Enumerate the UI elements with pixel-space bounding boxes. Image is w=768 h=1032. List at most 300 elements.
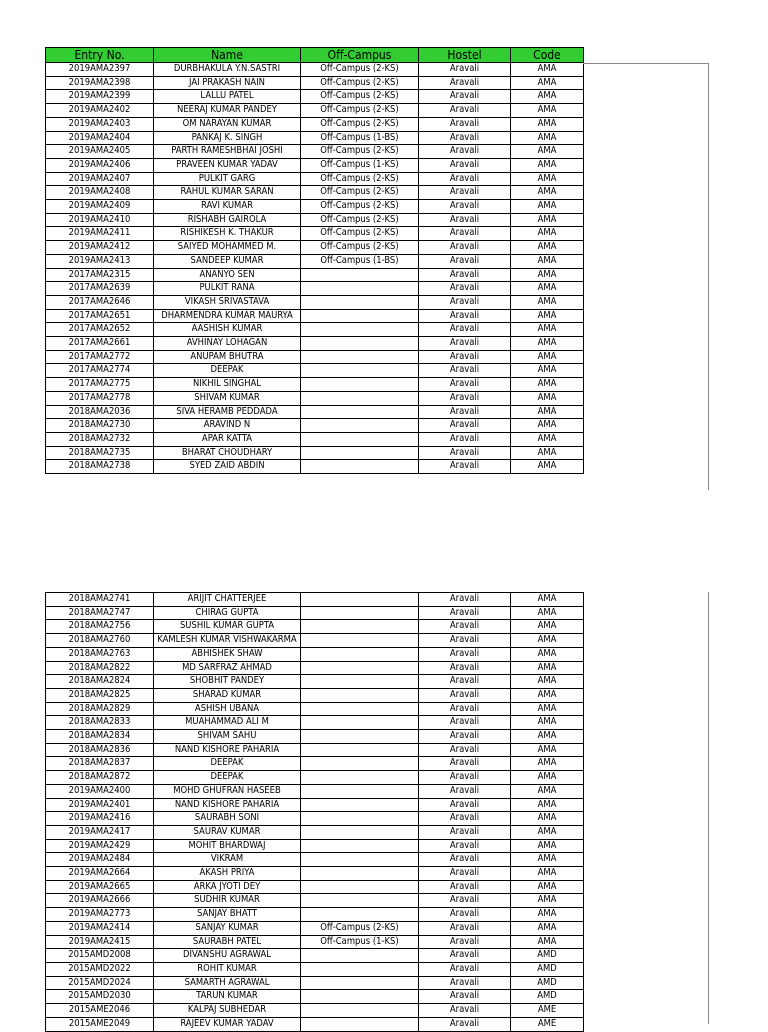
name-cell: OM NARAYAN KUMAR	[154, 117, 301, 131]
off-campus-cell	[301, 268, 419, 282]
entry-no-cell: 2018AMA2825	[46, 688, 154, 702]
code-cell: AMA	[511, 76, 584, 90]
entry-no-cell: 2018AMA2730	[46, 419, 154, 433]
code-cell: AMA	[511, 880, 584, 894]
hostel-cell: Aravali	[419, 634, 511, 648]
name-cell: RAVI KUMAR	[154, 200, 301, 214]
off-campus-cell	[301, 432, 419, 446]
table-row	[46, 784, 584, 798]
page-border-line	[583, 63, 709, 64]
table-row	[46, 908, 584, 922]
hostel-cell: Aravali	[419, 227, 511, 241]
table-row	[46, 1017, 584, 1031]
code-cell: AMA	[511, 606, 584, 620]
name-cell: AASHISH KUMAR	[154, 323, 301, 337]
hostel-cell: Aravali	[419, 186, 511, 200]
off-campus-cell	[301, 702, 419, 716]
name-cell: VIKRAM	[154, 853, 301, 867]
table-row	[46, 391, 584, 405]
off-campus-cell	[301, 825, 419, 839]
code-cell: AMA	[511, 391, 584, 405]
off-campus-cell	[301, 1017, 419, 1031]
hostel-cell: Aravali	[419, 784, 511, 798]
entry-no-cell: 2018AMA2732	[46, 432, 154, 446]
off-campus-cell	[301, 295, 419, 309]
name-cell: VIKASH SRIVASTAVA	[154, 295, 301, 309]
table-row	[46, 812, 584, 826]
hostel-cell: Aravali	[419, 268, 511, 282]
table-row	[46, 606, 584, 620]
hostel-cell: Aravali	[419, 200, 511, 214]
table-row	[46, 757, 584, 771]
table-row	[46, 446, 584, 460]
off-campus-cell	[301, 688, 419, 702]
name-cell: SAIYED MOHAMMED M.	[154, 241, 301, 255]
name-cell: ANANYO SEN	[154, 268, 301, 282]
code-cell: AMA	[511, 702, 584, 716]
hostel-cell: Aravali	[419, 620, 511, 634]
entry-no-cell: 2019AMA2398	[46, 76, 154, 90]
code-cell: AMA	[511, 620, 584, 634]
off-campus-cell	[301, 364, 419, 378]
code-cell: AMD	[511, 962, 584, 976]
table-row	[46, 593, 584, 607]
off-campus-cell	[301, 309, 419, 323]
code-cell: AMD	[511, 949, 584, 963]
name-cell: SHIVAM KUMAR	[154, 391, 301, 405]
table-row	[46, 76, 584, 90]
table-row	[46, 935, 584, 949]
name-cell: NAND KISHORE PAHARIA	[154, 743, 301, 757]
name-cell: SIVA HERAMB PEDDADA	[154, 405, 301, 419]
table-row	[46, 620, 584, 634]
code-cell: AMA	[511, 419, 584, 433]
name-cell: ANUPAM BHUTRA	[154, 350, 301, 364]
code-cell: AMA	[511, 675, 584, 689]
off-campus-cell	[301, 620, 419, 634]
entry-no-cell: 2019AMA2411	[46, 227, 154, 241]
name-cell: NAND KISHORE PAHARIA	[154, 798, 301, 812]
hostel-cell: Aravali	[419, 158, 511, 172]
table-row	[46, 268, 584, 282]
table-row	[46, 771, 584, 785]
entry-no-cell: 2019AMA2397	[46, 63, 154, 77]
off-campus-cell	[301, 661, 419, 675]
name-cell: MUAHAMMAD ALI M	[154, 716, 301, 730]
table-row	[46, 460, 584, 474]
entry-no-cell: 2017AMA2661	[46, 337, 154, 351]
hostel-cell: Aravali	[419, 593, 511, 607]
code-cell: AMA	[511, 688, 584, 702]
off-campus-cell	[301, 757, 419, 771]
off-campus-cell: Off-Campus (2-KS)	[301, 117, 419, 131]
code-cell: AMA	[511, 647, 584, 661]
code-cell: AMA	[511, 894, 584, 908]
hostel-cell: Aravali	[419, 254, 511, 268]
table-row	[46, 227, 584, 241]
code-cell: AMA	[511, 661, 584, 675]
table-row	[46, 241, 584, 255]
off-campus-cell: Off-Campus (1-BS)	[301, 254, 419, 268]
entry-no-cell: 2015AMD2024	[46, 976, 154, 990]
name-cell: ASHISH UBANA	[154, 702, 301, 716]
code-cell: AMA	[511, 117, 584, 131]
name-cell: SANDEEP KUMAR	[154, 254, 301, 268]
name-cell: ARIJIT CHATTERJEE	[154, 593, 301, 607]
table-row	[46, 853, 584, 867]
code-cell: AMD	[511, 990, 584, 1004]
hostel-cell: Aravali	[419, 908, 511, 922]
off-campus-cell	[301, 391, 419, 405]
table-row	[46, 309, 584, 323]
table-row	[46, 405, 584, 419]
entry-no-cell: 2015AMD2022	[46, 962, 154, 976]
page-border-line	[708, 63, 709, 490]
name-cell: JAI PRAKASH NAIN	[154, 76, 301, 90]
hostel-cell: Aravali	[419, 460, 511, 474]
off-campus-cell: Off-Campus (1-KS)	[301, 935, 419, 949]
hostel-cell: Aravali	[419, 949, 511, 963]
hostel-cell: Aravali	[419, 1004, 511, 1018]
table-row	[46, 634, 584, 648]
code-cell: AMA	[511, 432, 584, 446]
hostel-cell: Aravali	[419, 391, 511, 405]
entry-no-cell: 2018AMA2738	[46, 460, 154, 474]
off-campus-cell	[301, 647, 419, 661]
code-cell: AMA	[511, 309, 584, 323]
hostel-cell: Aravali	[419, 213, 511, 227]
entry-no-cell: 2019AMA2410	[46, 213, 154, 227]
table-row	[46, 675, 584, 689]
hostel-cell: Aravali	[419, 172, 511, 186]
name-cell: SAMARTH AGRAWAL	[154, 976, 301, 990]
code-cell: AMA	[511, 241, 584, 255]
table-row	[46, 213, 584, 227]
table-row	[46, 186, 584, 200]
hostel-cell: Aravali	[419, 364, 511, 378]
entry-no-cell: 2015AMD2008	[46, 949, 154, 963]
table-row	[46, 839, 584, 853]
off-campus-cell	[301, 405, 419, 419]
entry-no-cell: 2018AMA2824	[46, 675, 154, 689]
hostel-cell: Aravali	[419, 419, 511, 433]
name-cell: SHIVAM SAHU	[154, 730, 301, 744]
name-cell: SHARAD KUMAR	[154, 688, 301, 702]
code-cell: AMA	[511, 295, 584, 309]
code-cell: AMA	[511, 268, 584, 282]
code-cell: AMA	[511, 323, 584, 337]
name-cell: PANKAJ K. SINGH	[154, 131, 301, 145]
off-campus-cell	[301, 784, 419, 798]
code-cell: AMA	[511, 131, 584, 145]
hostel-cell: Aravali	[419, 90, 511, 104]
table-row	[46, 921, 584, 935]
off-campus-cell: Off-Campus (2-KS)	[301, 227, 419, 241]
off-campus-cell	[301, 378, 419, 392]
hostel-cell: Aravali	[419, 647, 511, 661]
code-cell: AMA	[511, 839, 584, 853]
hostel-cell: Aravali	[419, 606, 511, 620]
name-cell: DURBHAKULA Y.N.SASTRI	[154, 63, 301, 77]
off-campus-cell	[301, 730, 419, 744]
off-campus-cell	[301, 908, 419, 922]
entry-no-cell: 2018AMA2837	[46, 757, 154, 771]
code-cell: AMA	[511, 757, 584, 771]
table-row	[46, 145, 584, 159]
table-row	[46, 172, 584, 186]
name-cell: RAHUL KUMAR SARAN	[154, 186, 301, 200]
hostel-cell: Aravali	[419, 63, 511, 77]
hostel-cell: Aravali	[419, 295, 511, 309]
table-row	[46, 364, 584, 378]
entry-no-cell: 2019AMA2429	[46, 839, 154, 853]
code-cell: AMA	[511, 460, 584, 474]
name-cell: PULKIT RANA	[154, 282, 301, 296]
off-campus-cell	[301, 606, 419, 620]
off-campus-cell	[301, 460, 419, 474]
table-row	[46, 798, 584, 812]
hostel-cell: Aravali	[419, 716, 511, 730]
off-campus-cell: Off-Campus (2-KS)	[301, 76, 419, 90]
off-campus-cell	[301, 675, 419, 689]
off-campus-cell	[301, 350, 419, 364]
hostel-cell: Aravali	[419, 990, 511, 1004]
code-cell: AMA	[511, 825, 584, 839]
hostel-cell: Aravali	[419, 688, 511, 702]
table-row	[46, 661, 584, 675]
off-campus-cell	[301, 337, 419, 351]
code-cell: AMA	[511, 771, 584, 785]
entry-no-cell: 2018AMA2829	[46, 702, 154, 716]
table-row	[46, 990, 584, 1004]
hostel-cell: Aravali	[419, 880, 511, 894]
entry-no-cell: 2017AMA2774	[46, 364, 154, 378]
code-cell: AMA	[511, 364, 584, 378]
hostel-cell: Aravali	[419, 117, 511, 131]
name-cell: NIKHIL SINGHAL	[154, 378, 301, 392]
name-cell: KALPAJ SUBHEDAR	[154, 1004, 301, 1018]
code-cell: AMA	[511, 798, 584, 812]
entry-no-cell: 2017AMA2775	[46, 378, 154, 392]
entry-no-cell: 2019AMA2413	[46, 254, 154, 268]
off-campus-cell	[301, 839, 419, 853]
off-campus-cell: Off-Campus (2-KS)	[301, 921, 419, 935]
name-cell: RISHABH GAIROLA	[154, 213, 301, 227]
entry-no-cell: 2019AMA2408	[46, 186, 154, 200]
name-cell: PULKIT GARG	[154, 172, 301, 186]
name-cell: SANJAY BHATT	[154, 908, 301, 922]
off-campus-cell: Off-Campus (2-KS)	[301, 186, 419, 200]
entry-no-cell: 2018AMA2836	[46, 743, 154, 757]
hostel-cell: Aravali	[419, 812, 511, 826]
entry-no-cell: 2019AMA2401	[46, 798, 154, 812]
hostel-cell: Aravali	[419, 1017, 511, 1031]
name-cell: BHARAT CHOUDHARY	[154, 446, 301, 460]
code-cell: AMA	[511, 405, 584, 419]
name-cell: PRAVEEN KUMAR YADAV	[154, 158, 301, 172]
off-campus-cell: Off-Campus (2-KS)	[301, 172, 419, 186]
table-row	[46, 63, 584, 77]
name-cell: MOHD GHUFRAN HASEEB	[154, 784, 301, 798]
name-cell: AVHINAY LOHAGAN	[154, 337, 301, 351]
code-cell: AMA	[511, 921, 584, 935]
name-cell: SUSHIL KUMAR GUPTA	[154, 620, 301, 634]
code-cell: AMA	[511, 812, 584, 826]
table-row	[46, 730, 584, 744]
code-cell: AMA	[511, 186, 584, 200]
name-cell: ROHIT KUMAR	[154, 962, 301, 976]
table-row	[46, 323, 584, 337]
name-cell: DEEPAK	[154, 771, 301, 785]
hostel-cell: Aravali	[419, 825, 511, 839]
code-cell: AMA	[511, 104, 584, 118]
table-row	[46, 158, 584, 172]
off-campus-cell: Off-Campus (2-KS)	[301, 213, 419, 227]
hostel-table-top	[45, 47, 584, 474]
entry-no-cell: 2015AME2049	[46, 1017, 154, 1031]
code-cell: AMA	[511, 158, 584, 172]
code-cell: AMA	[511, 172, 584, 186]
table-row	[46, 419, 584, 433]
hostel-cell: Aravali	[419, 702, 511, 716]
entry-no-cell: 2019AMA2416	[46, 812, 154, 826]
hostel-cell: Aravali	[419, 661, 511, 675]
table-row	[46, 743, 584, 757]
name-cell: SAURAV KUMAR	[154, 825, 301, 839]
code-cell: AMA	[511, 867, 584, 881]
table-row	[46, 104, 584, 118]
entry-no-cell: 2019AMA2414	[46, 921, 154, 935]
table-row	[46, 350, 584, 364]
header-entry-no: Entry No.	[46, 48, 154, 63]
entry-no-cell: 2017AMA2315	[46, 268, 154, 282]
code-cell: AMA	[511, 350, 584, 364]
name-cell: DIVANSHU AGRAWAL	[154, 949, 301, 963]
hostel-cell: Aravali	[419, 894, 511, 908]
table-row	[46, 90, 584, 104]
hostel-cell: Aravali	[419, 853, 511, 867]
entry-no-cell: 2019AMA2407	[46, 172, 154, 186]
name-cell: TARUN KUMAR	[154, 990, 301, 1004]
entry-no-cell: 2018AMA2834	[46, 730, 154, 744]
name-cell: PARTH RAMESHBHAI JOSHI	[154, 145, 301, 159]
hostel-cell: Aravali	[419, 104, 511, 118]
entry-no-cell: 2019AMA2417	[46, 825, 154, 839]
entry-no-cell: 2019AMA2412	[46, 241, 154, 255]
off-campus-cell	[301, 812, 419, 826]
header-hostel: Hostel	[419, 48, 511, 63]
code-cell: AME	[511, 1017, 584, 1031]
off-campus-cell	[301, 880, 419, 894]
off-campus-cell	[301, 962, 419, 976]
table-row	[46, 867, 584, 881]
off-campus-cell	[301, 634, 419, 648]
entry-no-cell: 2017AMA2651	[46, 309, 154, 323]
hostel-cell: Aravali	[419, 145, 511, 159]
off-campus-cell	[301, 593, 419, 607]
code-cell: AMA	[511, 200, 584, 214]
entry-no-cell: 2019AMA2406	[46, 158, 154, 172]
code-cell: AMA	[511, 282, 584, 296]
off-campus-cell	[301, 867, 419, 881]
table-row	[46, 702, 584, 716]
hostel-cell: Aravali	[419, 350, 511, 364]
off-campus-cell	[301, 990, 419, 1004]
code-cell: AMA	[511, 730, 584, 744]
hostel-cell: Aravali	[419, 337, 511, 351]
hostel-cell: Aravali	[419, 976, 511, 990]
table-row	[46, 337, 584, 351]
code-cell: AMD	[511, 976, 584, 990]
table-row	[46, 962, 584, 976]
name-cell: APAR KATTA	[154, 432, 301, 446]
off-campus-cell	[301, 798, 419, 812]
table-row	[46, 1004, 584, 1018]
hostel-cell: Aravali	[419, 935, 511, 949]
off-campus-cell	[301, 282, 419, 296]
off-campus-cell	[301, 853, 419, 867]
entry-no-cell: 2019AMA2403	[46, 117, 154, 131]
name-cell: SHOBHIT PANDEY	[154, 675, 301, 689]
table-row	[46, 295, 584, 309]
hostel-cell: Aravali	[419, 432, 511, 446]
off-campus-cell	[301, 949, 419, 963]
hostel-cell: Aravali	[419, 241, 511, 255]
header-row	[46, 48, 584, 63]
code-cell: AMA	[511, 227, 584, 241]
entry-no-cell: 2019AMA2484	[46, 853, 154, 867]
code-cell: AMA	[511, 90, 584, 104]
code-cell: AMA	[511, 378, 584, 392]
off-campus-cell: Off-Campus (2-KS)	[301, 145, 419, 159]
table-row	[46, 949, 584, 963]
off-campus-cell: Off-Campus (2-KS)	[301, 90, 419, 104]
off-campus-cell: Off-Campus (1-KS)	[301, 158, 419, 172]
table-row	[46, 688, 584, 702]
entry-no-cell: 2019AMA2415	[46, 935, 154, 949]
name-cell: SYED ZAID ABDIN	[154, 460, 301, 474]
name-cell: RAJEEV KUMAR YADAV	[154, 1017, 301, 1031]
entry-no-cell: 2018AMA2872	[46, 771, 154, 785]
name-cell: SANJAY KUMAR	[154, 921, 301, 935]
entry-no-cell: 2018AMA2822	[46, 661, 154, 675]
code-cell: AMA	[511, 743, 584, 757]
name-cell: CHIRAG GUPTA	[154, 606, 301, 620]
hostel-cell: Aravali	[419, 730, 511, 744]
code-cell: AMA	[511, 213, 584, 227]
entry-no-cell: 2019AMA2400	[46, 784, 154, 798]
entry-no-cell: 2017AMA2646	[46, 295, 154, 309]
code-cell: AMA	[511, 593, 584, 607]
off-campus-cell	[301, 446, 419, 460]
table-row	[46, 647, 584, 661]
hostel-cell: Aravali	[419, 309, 511, 323]
hostel-cell: Aravali	[419, 867, 511, 881]
entry-no-cell: 2019AMA2664	[46, 867, 154, 881]
entry-no-cell: 2018AMA2036	[46, 405, 154, 419]
entry-no-cell: 2018AMA2756	[46, 620, 154, 634]
entry-no-cell: 2015AMD2030	[46, 990, 154, 1004]
table-row	[46, 282, 584, 296]
entry-no-cell: 2017AMA2778	[46, 391, 154, 405]
name-cell: ABHISHEK SHAW	[154, 647, 301, 661]
code-cell: AMA	[511, 63, 584, 77]
off-campus-cell	[301, 976, 419, 990]
entry-no-cell: 2019AMA2773	[46, 908, 154, 922]
entry-no-cell: 2019AMA2666	[46, 894, 154, 908]
off-campus-cell: Off-Campus (2-KS)	[301, 200, 419, 214]
hostel-cell: Aravali	[419, 921, 511, 935]
